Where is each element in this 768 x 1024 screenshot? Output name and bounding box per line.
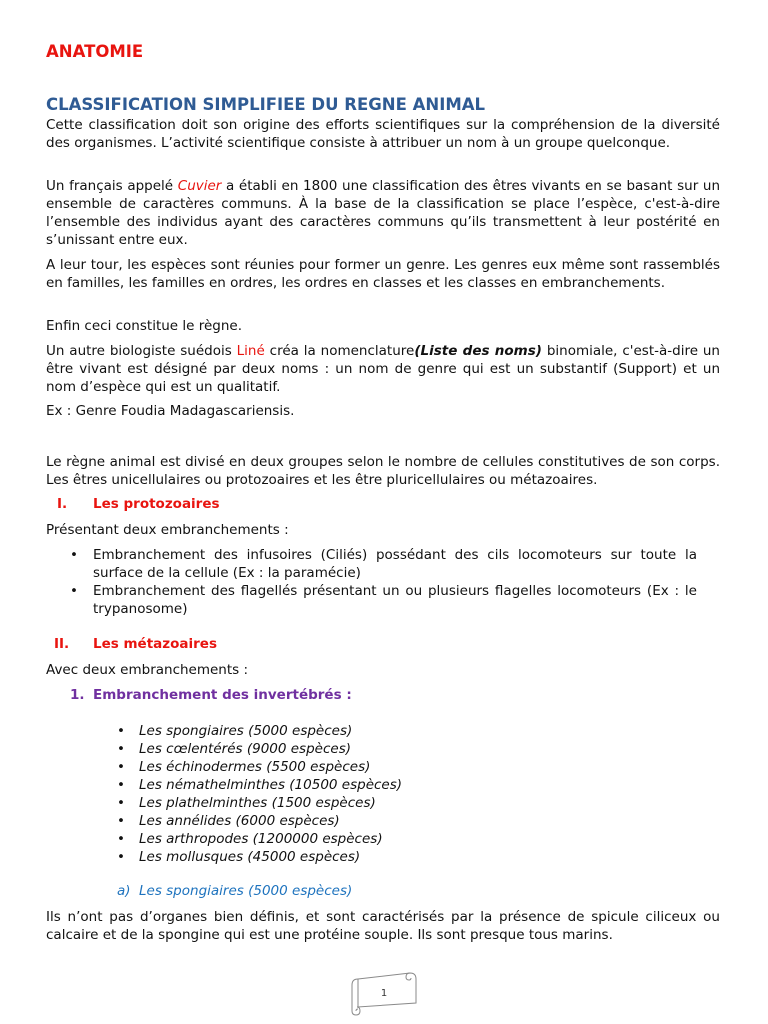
bullet-icon: •	[117, 795, 125, 811]
bullet-icon: •	[117, 849, 125, 865]
bullet-icon: •	[117, 759, 125, 775]
paragraph-text: binomiale, c'est-à-dire un être vivant est désigné par deux noms : un nom de genre qui est un substantif (Support) et un nom d’espèce qui est un qualitatif.	[46, 343, 720, 395]
bullet-icon: •	[70, 547, 78, 563]
paragraph-text: créa la nomenclature	[264, 343, 415, 359]
heading-text: Embranchement des invertébrés :	[93, 687, 352, 703]
list-item-text: Les némathelminthes (10500 espèces)	[139, 777, 403, 793]
heading-text: Les métazoaires	[93, 636, 217, 652]
paragraph-spongiaires: Ils n’ont pas d’organes bien définis, et sont caractérisés par la présence de spicule ciliceux ou calcaire et de la spongine qui est une protéine souple. Ils sont presque tous marins.	[46, 909, 720, 943]
list-item-text: Les arthropodes (1200000 espèces)	[139, 831, 383, 847]
paragraph-text: a établi en 1800 une classification des êtres vivants en se basant sur un ensemble de caractères communs. À la base de la classification se place l’espèce, c'est-à-dire l’ensemble des individus ayant des caractères communs qu’ils transmettent à leur postérité en s’unissant entre eux.	[46, 178, 720, 248]
list-item-text: Embranchement des infusoires (Ciliés) possédant des cils locomoteurs sur toute la surface de la cellule (Ex : la paramécie)	[93, 547, 697, 581]
list-item-text: Les cœlentérés (9000 espèces)	[139, 741, 351, 757]
list-item-text: Les spongiaires (5000 espèces)	[139, 723, 353, 739]
list-item-text: Les mollusques (45000 espèces)	[139, 849, 361, 865]
paragraph-regne-animal: Le règne animal est divisé en deux groupes selon le nombre de cellules constitutives de son corps. Les êtres unicellulaires ou protozoaires et les être pluricellulaires ou métazoaires.	[46, 454, 720, 488]
paragraph-intro: Cette classification doit son origine des efforts scientifiques sur la compréhension de la diversité des organismes. L’activité scientifique consiste à attribuer un nom à un groupe quelconque.	[46, 117, 720, 151]
paragraph-example: Ex : Genre Foudia Madagascariensis.	[46, 403, 295, 419]
scientist-name-line: Liné	[236, 343, 265, 359]
subheading-label: a)	[117, 883, 131, 899]
bullet-icon: •	[117, 831, 125, 847]
bullet-icon: •	[117, 723, 125, 739]
bullet-icon: •	[117, 741, 125, 757]
paragraph-regne: Enfin ceci constitue le règne.	[46, 318, 243, 334]
bullet-icon: •	[117, 777, 125, 793]
bullet-icon: •	[117, 813, 125, 829]
paragraph-text: Un autre biologiste suédois	[46, 343, 237, 359]
heading-number: 1.	[70, 687, 85, 703]
page-number: 1	[380, 988, 388, 999]
heading-text: Les protozoaires	[93, 496, 220, 512]
paragraph-avec: Avec deux embranchements :	[46, 662, 249, 678]
subheading-spongiaires	[117, 882, 353, 900]
heading-number: I.	[57, 496, 68, 512]
paragraph-line	[46, 342, 720, 396]
list-item-text: Les annélides (6000 espèces)	[139, 813, 340, 829]
paragraph-presentant: Présentant deux embranchements :	[46, 522, 289, 538]
list-item-text: Embranchement des flagellés présentant un ou plusieurs flagelles locomoteurs (Ex : le trypanosome)	[93, 583, 697, 617]
heading-number: II.	[54, 636, 70, 652]
nomenclature-note: (Liste des noms)	[414, 343, 542, 359]
scientist-name-cuvier: Cuvier	[177, 178, 222, 194]
bullet-icon: •	[70, 583, 78, 599]
paragraph-cuvier	[46, 177, 720, 249]
document-title: ANATOMIE	[46, 42, 144, 61]
list-item-text: Les échinodermes (5500 espèces)	[139, 759, 371, 775]
subheading-text: Les spongiaires (5000 espèces)	[139, 883, 353, 899]
section-title: CLASSIFICATION SIMPLIFIEE DU REGNE ANIMAL	[46, 95, 486, 114]
paragraph-genres: A leur tour, les espèces sont réunies pour former un genre. Les genres eux même sont rassemblés en familles, les familles en ordres, les ordres en classes et les classes en embranchements.	[46, 257, 720, 291]
list-item-text: Les plathelminthes (1500 espèces)	[139, 795, 376, 811]
paragraph-text: Un français appelé	[46, 178, 178, 194]
